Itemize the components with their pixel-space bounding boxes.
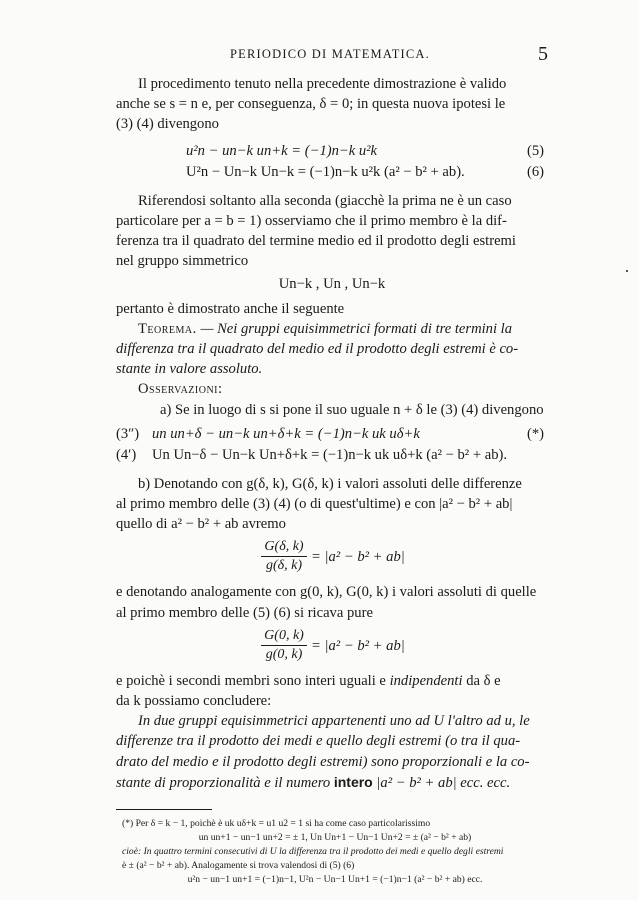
text-line: anche se s = n e, per conseguenza, δ = 0; in questa nuova ipotesi le [116,96,506,113]
equation-3-second [116,424,548,445]
text-line [116,671,548,691]
page-body [116,74,548,887]
text-line: a) Se in luogo di s si pone il suo uguale n + δ le (3) (4) divengono [160,401,544,418]
equation-text: un un+δ − un−k un+δ+k = (−1)n−k uk uδ+k [152,425,420,442]
fraction-denominator: g(δ, k) [265,558,303,574]
page-number: 5 [538,43,548,65]
text-line: nel gruppo simmetrico [116,253,249,270]
equation-text: Un Un−δ − Un−k Un+δ+k = (−1)n−k uk uδ+k (a² − b² + ab). [152,446,507,463]
theorem-label: Teorema. [138,320,197,337]
symmetric-group: Un−k , Un , Un−k [278,276,386,293]
equation-4-prime [116,445,548,466]
equation-6 [116,162,548,183]
text-line: pertanto è dimostrato anche il seguente [116,300,345,317]
footnote-line: un un+1 − un−1 un+2 = ± 1, Un Un+1 − Un−1 Un+2 = ± (a² − b² + ab) [198,832,472,844]
equation-label: (5) [526,142,544,159]
equation-label: (6) [526,163,544,180]
text-line: Riferendosi soltanto alla seconda (giacchè la prima ne è un caso [138,192,512,209]
text-line: particolare per a = b = 1) osserviamo che il primo membro è la dif- [116,212,507,229]
fraction-numerator: G(0, k) [264,627,304,643]
text-line: quello di a² − b² + ab avremo [116,516,286,533]
fraction [261,538,307,575]
text-line: stante in valore assoluto. [116,361,263,378]
fraction-rhs: = |a² − b² + ab| [311,549,405,566]
footnote [116,817,548,887]
fraction-denominator: g(0, k) [265,646,303,662]
equation-text: u²n − un−k un+k = (−1)n−k u²k [186,142,378,159]
text-line: ferenza tra il quadrato del termine medio ed il prodotto degli estremi [116,233,516,250]
text-run: da δ e [466,672,501,689]
theorem [116,319,548,339]
conclusion-line [116,772,548,793]
text-run: indipendenti [389,672,463,689]
text-line: e denotando analogamente con g(0, k), G(0, k) i valori assoluti di quelle [116,584,537,601]
text-line: al primo membro delle (3) (4) (o di quest'ultime) e con |a² − b² + ab| [116,496,513,513]
emphasis-intero: intero [333,773,373,790]
text-run: e poichè i secondi membri sono interi uguali e [116,672,386,689]
text-run: stante di proporzionalità e il numero [116,774,331,791]
footnote-line: cioè: In quattro termini consecutivi di U la differenza tra il prodotto dei medi e quello degli estremi [122,846,504,858]
theorem-text: — Nei gruppi equisimmetrici formati di tre termini la [196,320,513,337]
page-header [118,43,548,67]
footnote-rule [116,809,212,810]
text-line: differenza tra il quadrato del medio ed il prodotto degli estremi è co- [116,341,519,358]
text-line: b) Denotando con g(δ, k), G(δ, k) i valori assoluti delle differenze [138,475,522,492]
equation-text: U²n − Un−k Un−k = (−1)n−k u²k (a² − b² + ab). [186,163,465,180]
observations-label: Osservazioni: [138,381,223,398]
fraction-equation-1 [116,536,548,580]
conclusion-line: In due gruppi equisimmetrici appartenenti uno ad U l'altro ad u, le [138,713,530,730]
fraction-rhs: = |a² − b² + ab| [311,637,405,654]
running-title: PERIODICO DI MATEMATICA. [230,47,430,61]
text-line: (3) (4) divengono [116,116,219,133]
scan-speck [626,270,628,272]
footnote-line: u²n − un−1 un+1 = (−1)n−1, U²n − Un−1 Un+1 = (−1)n−1 (a² − b² + ab) ecc. [187,874,483,886]
fraction-numerator: G(δ, k) [264,539,304,555]
equation-5 [116,141,548,162]
footnote-line: è ± (a² − b² + ab). Analogamente si trova valendosi di (5) (6) [122,860,355,872]
text-line: da k possiamo concludere: [116,693,272,710]
fraction [261,627,307,664]
conclusion-line: differenze tra il prodotto dei medi e quello degli estremi (o tra il qua- [116,733,521,750]
footnote-mark: (*) [526,425,544,442]
conclusion-line: drato del medio e il prodotto degli estremi) sono proporzionali e la co- [116,753,530,770]
equation-label: (4′) [116,446,137,463]
fraction-equation-2 [116,625,548,669]
footnote-line: (*) Per δ = k − 1, poichè è uk uδ+k = u1 u2 = 1 si ha come caso particolarissimo [122,818,431,830]
text-line: al primo membro delle (5) (6) si ricava pure [116,604,373,621]
equation-label: (3″) [116,425,140,442]
text-line: Il procedimento tenuto nella precedente dimostrazione è valido [138,76,507,92]
text-run: |a² − b² + ab| ecc. ecc. [376,774,511,791]
